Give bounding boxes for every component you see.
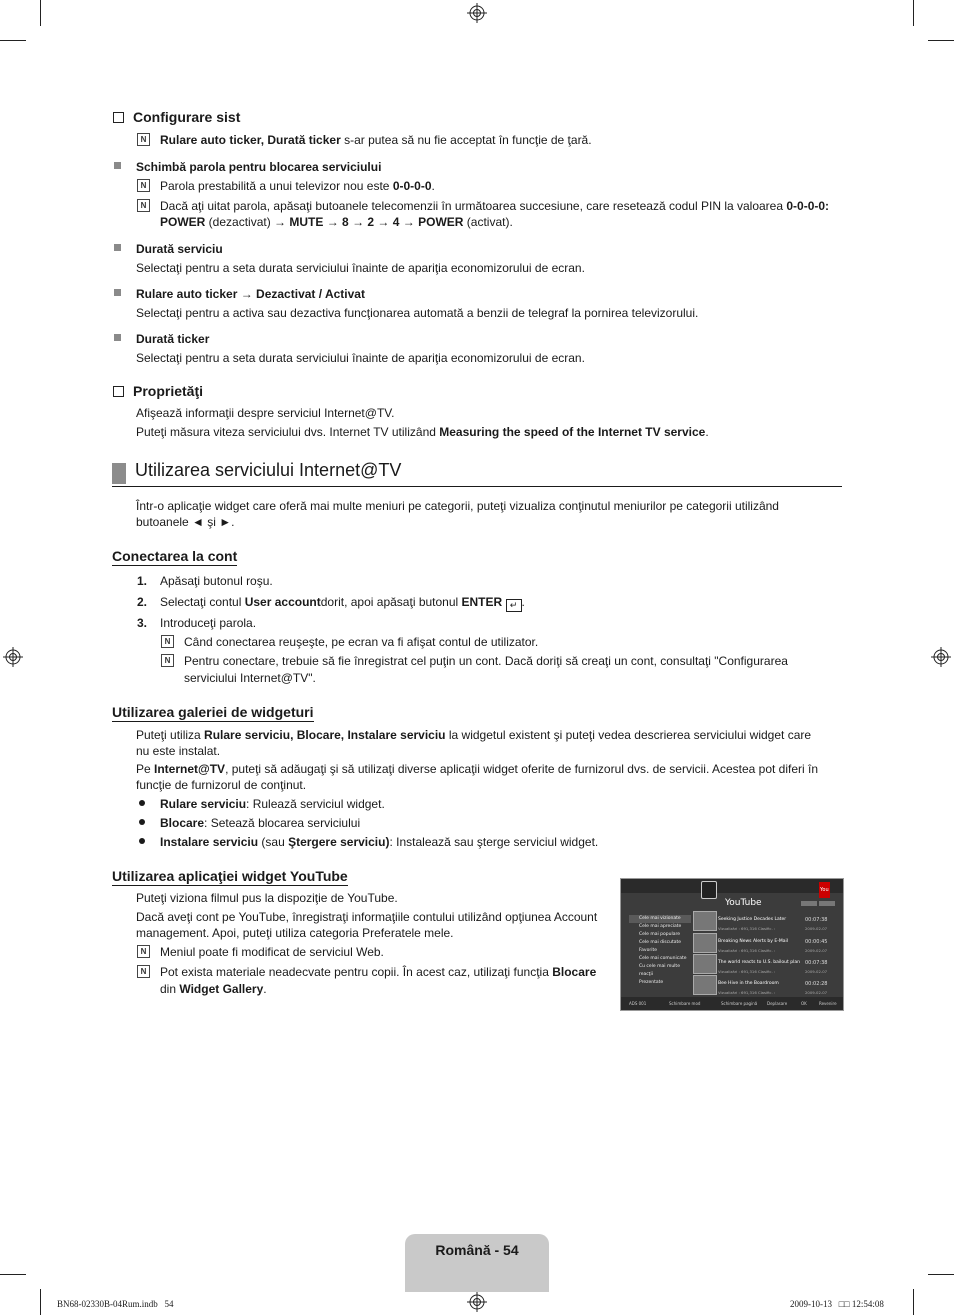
note-text: Parola prestabilită a unui televizor nou este 0-0-0-0.	[160, 179, 435, 193]
video-title: Breaking News Alerts by E-Mail	[718, 939, 788, 944]
body-text: Într-o aplicaţie widget care oferă mai multe meniuri pe categorii, puteţi vizualiza conţinutul meniurilor pe categorii utilizând	[136, 499, 779, 513]
video-thumbnail	[693, 954, 717, 974]
menu-item[interactable]: Cele mai discutate	[639, 940, 682, 945]
body-text: Puteţi utiliza Rulare serviciu, Blocare, Instalare serviciu la widgetul existent şi puteţi vedea descrierea serviciului widget care	[136, 728, 812, 742]
note-icon: N	[137, 179, 150, 192]
note-text: Dacă aţi uitat parola, apăsaţi butoanele telecomenzii în următoarea succesiune, care resetează codul PIN la valoarea 0-0-0-0:	[160, 199, 830, 213]
note-text: Pentru conectare, trebuie să fie înregistrat cel puţin un cont. Dacă doriţi să creaţi un cont, consultaţi "Configurarea	[184, 654, 788, 668]
menu-item[interactable]: Cu cele mai multe reacţii	[639, 964, 680, 977]
bullet-icon	[139, 800, 145, 806]
video-item[interactable]	[693, 975, 833, 995]
checkbox-icon	[113, 112, 124, 123]
tv-icon	[701, 881, 717, 899]
note-text: Meniul poate fi modificat de serviciul Web.	[160, 945, 384, 959]
note-icon: N	[161, 635, 174, 648]
body-text: Puteţi viziona filmul pus la dispoziţie de YouTube.	[136, 891, 398, 905]
print-timestamp: 2009-10-13 □□ 12:54:08	[790, 1299, 884, 1309]
youtube-screenshot	[620, 878, 844, 1011]
video-date: 2009-02-07	[805, 990, 828, 995]
subsection-title: Durată ticker	[136, 332, 210, 346]
step-number: 2.	[137, 595, 148, 609]
hint-ok: OK	[801, 1001, 807, 1006]
video-meta: Vizualizări : 691,316 Clasific. :	[718, 969, 776, 974]
menu-item[interactable]: Cele mai vizionate	[629, 915, 691, 923]
menu-item[interactable]: Prezentate	[639, 980, 664, 985]
body-text: Selectaţi pentru a activa sau dezactiva funcţionarea automată a benzii de telegraf la pornirea televizorului.	[136, 306, 699, 320]
video-thumbnail	[693, 911, 717, 931]
app-title: YouTube	[725, 898, 762, 908]
list-item: Rulare serviciu: Rulează serviciul widget.	[160, 797, 385, 811]
video-duration: 00:00:45	[805, 939, 828, 945]
crop-mark	[0, 40, 26, 41]
crop-mark	[913, 0, 914, 26]
square-bullet-icon	[114, 289, 121, 296]
configurare-heading: Configurare sist	[113, 109, 240, 125]
body-text: Pe Internet@TV, puteţi să adăugaţi şi să utilizaţi diverse aplicaţii widget oferite de furnizorul dvs. de servicii. Acestea pot diferi în	[136, 762, 819, 776]
proprietati-heading: Proprietăţi	[113, 383, 203, 399]
crop-mark	[40, 0, 41, 26]
header-tab	[819, 901, 835, 906]
body-text: butoanele ◄ şi ►.	[136, 515, 235, 529]
body-text: funcţie de furnizorul de conţinut.	[136, 778, 307, 792]
note-icon: N	[137, 965, 150, 978]
body-text: management. Apoi, puteţi utiliza categoria Preferatele mele.	[136, 926, 454, 940]
enter-icon: ↵	[506, 599, 522, 612]
note-text: din Widget Gallery.	[160, 982, 267, 996]
category-menu	[629, 915, 691, 987]
video-date: 2009-02-07	[805, 948, 828, 953]
body-text: Dacă aveţi cont pe YouTube, înregistraţi informaţiile contului utilizând opţiunea Account	[136, 910, 598, 924]
body-text: Puteţi măsura viteza serviciului dvs. Internet TV utilizând Measuring the speed of the Internet TV service.	[136, 425, 709, 439]
section-rule	[112, 486, 842, 487]
crop-mark	[0, 1274, 26, 1275]
youtube-heading: Utilizarea aplicaţiei widget YouTube	[112, 868, 348, 884]
crop-mark	[928, 40, 954, 41]
video-duration: 00:07:38	[805, 917, 828, 923]
youtube-logo: You	[819, 882, 830, 898]
subsection-title: Rulare auto ticker → Dezactivat / Activat	[136, 287, 365, 301]
checkbox-icon	[113, 386, 124, 397]
video-thumbnail	[693, 933, 717, 953]
video-duration: 00:02:28	[805, 981, 828, 987]
step-number: 3.	[137, 616, 148, 630]
menu-item[interactable]: Favorite	[639, 948, 657, 953]
note-text: serviciului Internet@TV".	[184, 671, 316, 685]
crop-mark	[913, 1289, 914, 1315]
body-text: Selectaţi pentru a seta durata serviciului înainte de apariţia economizorului de ecran.	[136, 261, 585, 275]
video-meta: Vizualizări : 691,316 Clasific. :	[718, 990, 776, 995]
step-number: 1.	[137, 574, 148, 588]
top-bar	[621, 879, 843, 893]
header-tab	[801, 901, 817, 906]
video-thumbnail	[693, 975, 717, 995]
hint-page: Schimbare pagină	[721, 1001, 758, 1006]
menu-item[interactable]: Cele mai apreciate	[639, 924, 682, 929]
body-text: nu este instalat.	[136, 744, 221, 758]
step-text: Apăsaţi butonul roşu.	[160, 574, 273, 588]
crop-mark	[928, 1274, 954, 1275]
registration-mark-icon	[931, 647, 951, 667]
registration-mark-icon	[467, 3, 487, 23]
menu-item[interactable]: Cele mai comunicate	[639, 956, 687, 961]
video-date: 2009-02-07	[805, 926, 828, 931]
menu-item[interactable]: Cele mai populare	[639, 932, 681, 937]
note-text: Pot exista materiale neadecvate pentru copii. În acest caz, utilizaţi funcţia Blocare	[160, 965, 597, 979]
note-text: Când conectarea reuşeşte, pe ecran va fi afişat contul de utilizator.	[184, 635, 539, 649]
note-icon: N	[161, 654, 174, 667]
bullet-icon	[139, 838, 145, 844]
note-text: Rulare auto ticker, Durată ticker s-ar putea să nu fie acceptat în funcţie de ţară.	[160, 133, 592, 147]
page-number: Română - 54	[435, 1242, 519, 1258]
video-date: 2009-02-07	[805, 969, 828, 974]
square-bullet-icon	[114, 162, 121, 169]
list-item: Blocare: Setează blocarea serviciului	[160, 816, 361, 830]
video-title: The world reacts to U.S. bailout plan	[718, 960, 800, 965]
bottom-bar	[621, 997, 843, 1010]
crop-mark	[40, 1289, 41, 1315]
video-title: Bee Hive in the Boardroom	[718, 981, 779, 986]
note-icon: N	[137, 199, 150, 212]
video-meta: Vizualizări : 691,316 Clasific. :	[718, 926, 776, 931]
registration-mark-icon	[467, 1292, 487, 1312]
list-item: Instalare serviciu (sau Ştergere serviciu): Instalează sau şterge serviciul widget.	[160, 835, 599, 849]
subsection-title: Schimbă parola pentru blocarea serviciului	[136, 160, 382, 174]
hint-mode: Schimbare mod	[669, 1001, 701, 1006]
video-item[interactable]	[693, 954, 833, 974]
section-title: Utilizarea serviciului Internet@TV	[135, 460, 402, 480]
video-item[interactable]	[693, 933, 833, 953]
video-title: Seeking Justice Decades Later	[718, 917, 787, 922]
section-marker	[112, 463, 126, 484]
square-bullet-icon	[114, 334, 121, 341]
note-text-line2: POWER (dezactivat) → MUTE → 8 → 2 → 4 → POWER (activat).	[160, 215, 513, 229]
video-item[interactable]	[693, 911, 833, 931]
note-icon: N	[137, 945, 150, 958]
video-duration: 00:07:38	[805, 960, 828, 966]
hint-return: Revenire	[819, 1001, 837, 1006]
registration-mark-icon	[3, 647, 23, 667]
bottom-left: ADS 001	[629, 1001, 647, 1006]
print-file-info: BN68-02330B-04Rum.indb 54	[57, 1299, 174, 1309]
step-text: Introduceţi parola.	[160, 616, 257, 630]
square-bullet-icon	[114, 244, 121, 251]
subsection-title: Durată serviciu	[136, 242, 223, 256]
body-text: Afişează informaţii despre serviciul Internet@TV.	[136, 406, 395, 420]
body-text: Selectaţi pentru a seta durata serviciului înainte de apariţia economizorului de ecran.	[136, 351, 585, 365]
step-text: Selectaţi contul User accountdorit, apoi apăsaţi butonul ENTER ↵ .	[160, 595, 525, 610]
video-meta: Vizualizări : 691,316 Clasific. :	[718, 948, 776, 953]
conectarea-heading: Conectarea la cont	[112, 548, 238, 564]
note-icon: N	[137, 133, 150, 146]
bullet-icon	[139, 819, 145, 825]
hint-move: Deplasare	[767, 1001, 788, 1006]
galerie-heading: Utilizarea galeriei de widgeturi	[112, 704, 314, 720]
